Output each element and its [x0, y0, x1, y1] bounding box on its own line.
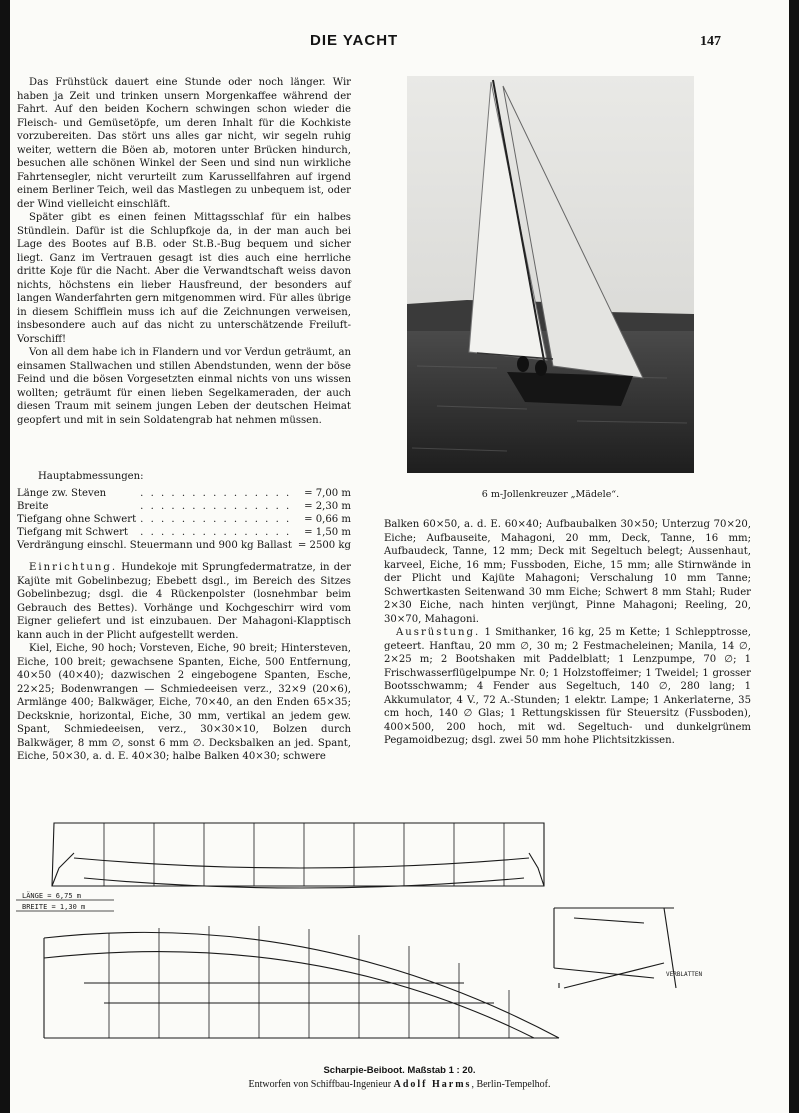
paragraph: Kiel, Eiche, 90 hoch; Vorsteven, Eiche, 90 breit; Hintersteven, Eiche, 100 breit; gewachsene Spanten, Eiche, 500 Entfernung, 40×50 (40×40); dazwischen 2 eingebogene Spanten, Esche, 22×25; Bodenwrangen — Schmiedeeisen verz., 32×9 (20×6), Armlänge 400; Balkwäger, Eiche, 70×40, an den Enden 65×35; Decksknie, horizontal, Eiche, 30 mm, vertikal an jedem gew. Spant, Schmiedeeisen, verz., 30×30×10, Bolzen durch Balkwäger, 8 mm ∅, sonst 6 mm ∅. Decksbalken an jed. Spant, Eiche, 50×30, a. d. E. 40×30; halbe Balken 40×30; schwere — [17, 643, 351, 762]
dimension-value: = 2500 kg — [297, 540, 351, 551]
paragraph: Von all dem habe ich in Flandern und vor Verdun geträumt, an einsamen Stallwachen und stillen Abendstunden, wenn der böse Feind und die bösen Vorgesetzten einmal nichts von uns wissen wollten; geträumt für einen lieben Segelkameraden, der auch diesen Traum mit seinem jungen Leben der deutschen Heimat geopfert und mit in sein Soldatengrab hat nehmen müssen. — [17, 347, 351, 426]
credit-name: Adolf Harms — [393, 1079, 472, 1090]
dimension-label: Tiefgang ohne Schwert — [17, 514, 137, 525]
paragraph — [17, 561, 351, 642]
dimension-label: Verdrängung einschl. Steuermann und 900 kg Ballast — [17, 540, 292, 551]
paragraph: Später gibt es einen feinen Mittagsschlaf für ein halbes Stündlein. Dafür ist die Schlupfkoje da, in der man auch bei Lage des Bootes auf B.B. oder St.B.-Bug bequem und sicher liegt. Ganz im Vertrauen gesagt ist dies auch eine herrliche dritte Koje für die Nacht. Aber die Verwandtschaft weiss davon nichts, höchstens ein lieber Hausfreund, der besonders auf langen Wanderfahrten gern mitgenommen wird. Für alles übrige in diesem Schifflein muss ich auf die Zeichnungen verweisen, insbesondere auch auf das nicht zu unterschätzende Freiluft-Vorschiff! — [17, 212, 351, 345]
photo-caption: 6 m-Jollenkreuzer „Mädele“. — [481, 489, 620, 500]
dimensions-table — [17, 487, 351, 552]
dimensions-heading: Hauptabmessungen: — [38, 471, 144, 482]
table-row — [17, 500, 351, 513]
scan-edge-left — [0, 0, 10, 1113]
dimension-label: Breite — [17, 501, 49, 512]
paragraph: Das Frühstück dauert eine Stunde oder noch länger. Wir haben ja Zeit und trinken unsern Morgenkaffee während der Fahrt. Auf den beiden Kochern schwingen schon wieder die Fleisch- und Gemüsetöpfe, um deren Inhalt für die Kochkiste vorzubereiten. Das stört uns alles gar nicht, wir segeln ruhig weiter, wettern die Böen ab, motoren unter Brücken hindurch, besuchen alle schönen Winkel der Seen und sind nun wirkliche Fahrtensegler, nicht verurteilt zum Karussellfahren auf irgend einem Berliner Teich, weil das Mastlegen zu unbequem ist, oder der Wind vielleicht einschläft. — [17, 77, 351, 210]
table-row — [17, 487, 351, 500]
dimension-value: = 1,50 m — [304, 527, 351, 538]
table-row — [17, 526, 351, 539]
section-label: Einrichtung. — [29, 562, 118, 573]
drawing-credit — [0, 1079, 799, 1090]
caption-title: Scharpie-Beiboot. — [323, 1065, 405, 1076]
table-row — [17, 513, 351, 526]
specification-text — [17, 561, 351, 764]
dot-leader — [136, 513, 294, 526]
scan-edge-right — [789, 0, 799, 1113]
detail-label: VERBLATTEN — [666, 971, 703, 978]
dimension-label: Länge zw. Steven — [17, 488, 107, 499]
dimension-value: = 2,30 m — [304, 501, 351, 512]
page-number: 147 — [700, 34, 721, 49]
running-header-title: DIE YACHT — [310, 32, 399, 49]
table-row — [17, 539, 351, 552]
credit-place: , Berlin-Tempelhof. — [471, 1079, 551, 1090]
left-column-text — [17, 76, 351, 427]
dot-leader — [136, 526, 294, 539]
section-text: 1 Smithanker, 16 kg, 25 m Kette; 1 Schlepptrosse, geteert. Hanftau, 20 mm ∅, 30 m; 2 Festmacheleinen; Manila, 14 ∅, 2×25 m; 2 Bootshaken mit Paddelblatt; 1 Lenzpumpe, 70 ∅; 1 Frischwasserflügelpumpe Nr. 0; 1 Holzstoffeimer; 1 Tweidel; 1 grosser Bootsschwamm; 4 Fender aus Segeltuch, 140 ∅, 280 lang; 1 Akkumulator, 4 V., 72 A.-Stunden; 1 elektr. Lampe; 1 Ankerlaterne, 35 cm hoch, 140 ∅ Glas; 1 Rettungskissen für Steuersitz (Fussboden), 400×500, 200 hoch, mit wd. Segeltuch- und dunkelgrünem Pegamoidbezug; dsgl. zwei 50 mm hohe Plichtsitzkissen. — [384, 627, 751, 746]
right-column-text — [384, 518, 751, 748]
length-label: LÄNGE = 6,75 m — [22, 892, 82, 900]
dimension-label: Tiefgang mit Schwert — [17, 527, 128, 538]
dot-leader — [136, 500, 294, 513]
caption-scale: Maßstab 1 : 20. — [407, 1065, 476, 1076]
beam-label: BREITE = 1,30 m — [22, 903, 86, 911]
credit-prefix: Entworfen von Schiffbau-Ingenieur — [248, 1079, 392, 1090]
dimension-value: = 0,66 m — [304, 514, 351, 525]
dimension-value: = 7,00 m — [304, 488, 351, 499]
section-label: Ausrüstung. — [396, 627, 481, 638]
dot-leader — [136, 487, 294, 500]
section-text: Hundekoje mit Sprungfedermatratze, in der Kajüte mit Gobelinbezug; Ebebett dsgl., im Bereich des Sitzes Gobelinbezug; dsgl. die 4 Rückenpolster (losnehmbar beim Gebrauch des Bettes). Vorhänge und Kochgeschirr wird vom Eigner geliefert und ist einzubauen. Der Mahagoni-Klapptisch kann auch in der Plicht aufgestellt werden. — [17, 562, 351, 641]
paragraph: Balken 60×50, a. d. E. 60×40; Aufbaubalken 30×50; Unterzug 70×20, Eiche; Aufbauseite, Mahagoni, 20 mm, Deck, Tanne, 16 mm; Aufbaudeck, Tanne, 12 mm; Deck mit Segeltuch belegt; Aussenhaut, karveel, Eiche, 16 mm; Fussboden, Eiche, 15 mm; alle Stirnwände in der Plicht und Kajüte Mahagoni; Verschalung 10 mm Tanne; Schwertkasten Seitenwand 30 mm Eiche; Schwert 8 mm Stahl; Ruder 2×30 Eiche, nach hinten verjüngt, Pinne Mahagoni; Reeling, 20, 30×70, Mahagoni. — [384, 519, 751, 625]
boat-plan-drawing — [14, 808, 774, 1058]
paragraph — [384, 626, 751, 748]
sailboat-photo — [407, 76, 694, 473]
drawing-caption — [0, 1065, 799, 1076]
